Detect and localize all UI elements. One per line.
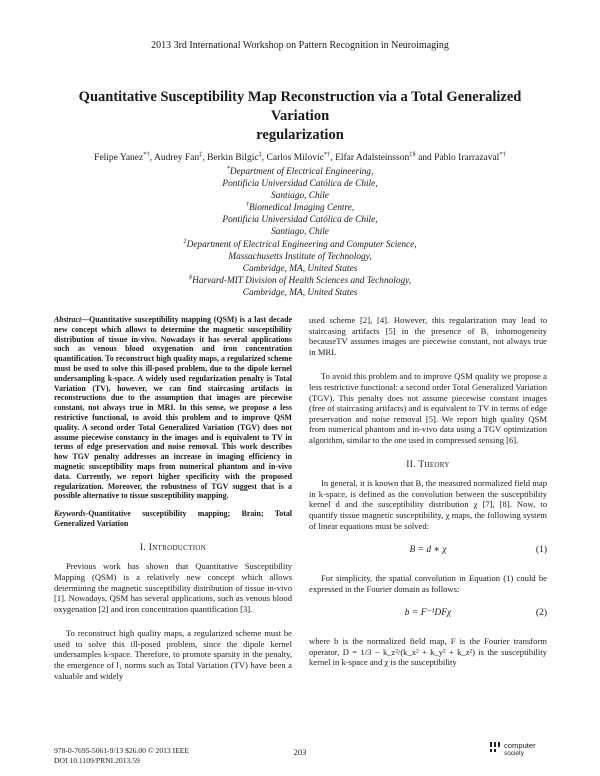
equation-2-expression: b = F⁻¹DFχ <box>404 608 452 619</box>
right-paragraph-2: To avoid this problem and to improve QSM quality we propose a less restrictive functional: a second order Total Generalized Variation (TGV). This penalty does not assume piecewise constant images (free of staircasing artifacts) and is equivalent to TV in terms of edge preservation and noise removal [5]. We report high quality QSM from numerical phantom and in-vivo data using a TGV optimization algorithm, similar to the one used in compressed sensing [6]. <box>309 371 547 445</box>
author: Audrey Fan‡ <box>153 150 203 163</box>
affiliation: §Harvard-MIT Division of Health Sciences and Technology, Cambridge, MA, United States <box>188 273 412 298</box>
intro-paragraph-1: Previous work has shown that Quantitative Susceptibility Mapping (QSM) is a relatively new concept which allows determining the magnetic susceptibility distribution of tissue in-vivo [1]. Nowadays, QSM has several applications, such as venous blood oxygenation [2] and iron concentration quantification [3]. <box>54 561 292 614</box>
computer-society-emblem-icon <box>488 742 502 764</box>
footer-doi: DOI 10.1109/PRNI.2013.59 <box>54 755 140 765</box>
author: Berkin Bilgic‡ <box>207 150 262 163</box>
title-line-1: Quantitative Susceptibility Map Reconstruction via a Total Generalized Variation <box>78 89 522 124</box>
paper-title <box>70 88 530 145</box>
equation-1 <box>309 545 547 559</box>
affiliation: ‡Department of Electrical Engineering and Computer Science, Massachusetts Institute of Technology, Cambridge, MA, United States <box>183 237 417 274</box>
author-list: Felipe Yanez*†, Audrey Fan‡, Berkin Bilgic‡, Carlos Milovic*†, Elfar Adalsteinsson‡§ and Pablo Irarrazaval*† <box>94 150 506 163</box>
author: Pablo Irarrazaval*† <box>434 150 506 163</box>
keywords: Keywords-Quantitative susceptibility mapping; Brain; Total Generalized Variation <box>54 509 292 528</box>
author: Felipe Yanez*† <box>94 150 150 163</box>
left-column <box>54 315 292 681</box>
computer-society-wordmark: computer society <box>504 741 536 758</box>
equation-1-number: (1) <box>535 545 547 556</box>
section-heading-introduction: I. Introduction <box>139 542 207 553</box>
equation-2-number: (2) <box>535 608 547 619</box>
affiliation: *Department of Electrical Engineering, Pontificia Universidad Católica de Chile, Santiago, Chile <box>222 164 378 202</box>
theory-paragraph-3: where b is the normalized field map, F is the Fourier transform operator, D = 1/3 − k_z²/(k_x² + k_y² + k_z²) is the susceptibility kernel in k-space and χ is the susceptibility <box>309 636 547 668</box>
theory-paragraph-2: For simplicity, the spatial convolution in Equation (1) could be expressed in the Fourier domain as follows: <box>309 573 547 594</box>
computer-society-logo <box>488 740 560 768</box>
author: Carlos Milovic*† <box>266 150 331 163</box>
equation-1-expression: B = d ∗ χ <box>409 545 447 556</box>
right-column <box>309 315 547 668</box>
theory-paragraph-1: In general, it is known that B, the measured normalized field map in k-space, is defined as the convolution between the susceptibility kernel d and the susceptibility distribution χ [7], [8]. Now, to quantify tissue magnetic susceptibility, χ maps, the following system of linear equations must be solved: <box>309 478 547 531</box>
title-line-2: regularization <box>256 127 344 143</box>
footer-isbn: 978-0-7695-5061-9/13 $26.00 © 2013 IEEE <box>54 746 190 755</box>
page-number: 203 <box>293 747 307 757</box>
equation-2 <box>309 608 547 622</box>
author: Elfar Adalsteinsson‡§ <box>335 150 416 163</box>
section-heading-theory: II. Theory <box>406 459 450 470</box>
right-paragraph-1: used scheme [2], [4]. However, this regularization may lead to staircasing artifacts [5] in the presence of B₁ inhomogeneity becauseTV assumes images are piecewise constant, not always true in MRI. <box>309 315 547 357</box>
affiliations <box>100 166 500 299</box>
affiliation: †Biomedical Imaging Centre, Pontificia Universidad Católica de Chile, Santiago, Chile <box>222 201 378 238</box>
conference-header: 2013 3rd International Workshop on Pattern Recognition in Neuroimaging <box>151 40 449 51</box>
intro-paragraph-2: To reconstruct high quality maps, a regularized scheme must be used to solve this ill-posed problem, since the dipole kernel undersamples k-space. Therefore, to promote sparsity in the penalty, the emergence of l₁ norms such as Total Variation (TV) have been a valuable and widely <box>54 628 292 681</box>
abstract: Abstract—Quantitative susceptibility mapping (QSM) is a last decade new concept which allows to determine the magnetic susceptibility distribution of tissue in-vivo. Nowadays it has several applications such as venous blood oxygenation and iron concentration quantification. To reconstruct high quality maps, a regularized scheme must be used to solve this ill-posed problem, due to the dipole kernel undersampling k-space. A widely used regularization penalty is Total Variation (TV), however, we can find staircasing artifacts in reconstructions due to the assumption that images are piecewise constant, not always true in MRI. In this sense, we propose a less restrictive functional, to avoid this problem and to improve QSM quality. A second order Total Generalized Variation (TGV) does not assume piecewise constancy in the images and is equivalent to TV in terms of edge preservation and noise removal. This work describes how TGV penalty addresses an increase in imaging efficiency in magnetic susceptibility maps from numerical phantom and in-vivo data. Currently, we report higher specificity with the proposed regularization. Moreover, the robustness of TGV suggest that is a possible alternative to tissue susceptibility mapping. <box>54 315 292 501</box>
